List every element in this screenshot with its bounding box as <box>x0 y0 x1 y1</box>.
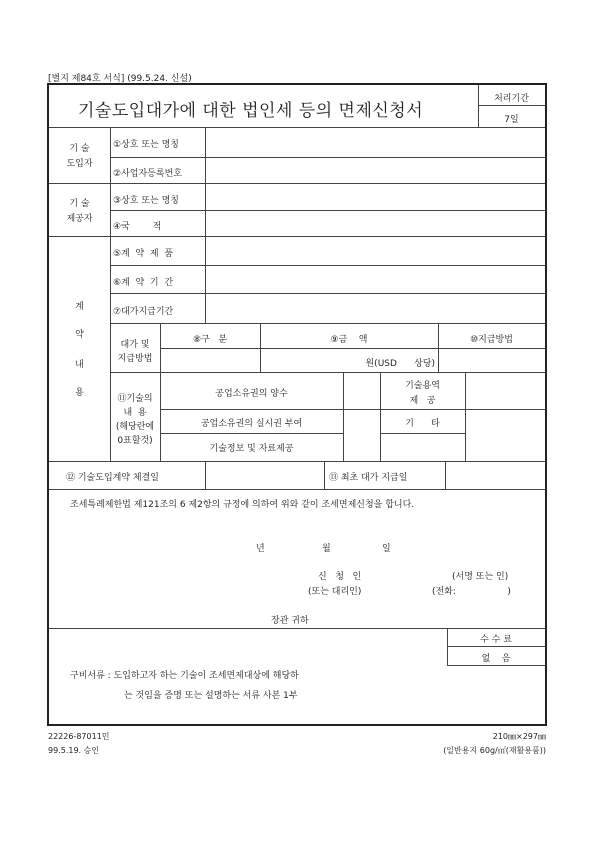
tech-provider-label-1: 기 술 <box>69 199 90 209</box>
payment-method-input[interactable] <box>439 350 544 371</box>
date-day: 일 <box>382 544 391 554</box>
divider <box>49 489 545 490</box>
attachment-line-2: 는 것임을 증명 또는 설명하는 서류 사본 1부 <box>124 691 298 701</box>
item-tech-info: 기술정보 및 자료제공 <box>209 444 294 454</box>
footer-size: 210㎜×297㎜ <box>492 732 546 741</box>
divider <box>110 372 545 373</box>
column-payment-method: ⑩지급방법 <box>470 335 513 345</box>
divider <box>160 433 343 434</box>
divider <box>110 210 545 211</box>
form-number-note: [별지 제84호 서식] (99.5.24. 신설) <box>48 74 192 84</box>
mark-other[interactable] <box>466 411 544 460</box>
amount-input[interactable] <box>261 350 437 371</box>
processing-period-value: 7일 <box>504 115 519 125</box>
contract-date-label: ⑫ 기술도입계약 체결일 <box>66 473 159 483</box>
tech-provider-label-2: 제공자 <box>66 214 93 224</box>
processing-period-label: 처리기간 <box>494 94 529 104</box>
divider <box>380 433 465 434</box>
divider <box>49 127 545 128</box>
addressee: 장관 귀하 <box>271 616 309 626</box>
attachment-line-1: 구비서류 : 도입하고자 하는 기술이 조세면제대상에 해당하 <box>70 671 299 681</box>
fee-label: 수 수 료 <box>480 635 512 645</box>
fee-value: 없 음 <box>481 654 511 664</box>
content-label-4: 0표할것) <box>117 436 153 446</box>
content-label-3: (해당란에 <box>115 422 155 432</box>
recipient-name-input[interactable] <box>206 130 544 156</box>
footer-approval: 99.5.19. 승인 <box>48 746 100 755</box>
phone-field[interactable]: (전화: ) <box>432 587 511 597</box>
mark-tech-service[interactable] <box>466 374 544 408</box>
field-label-business-reg-no: ②사업자등록번호 <box>113 169 182 179</box>
first-payment-label: ⑬ 최초 대가 지급일 <box>329 473 408 483</box>
provider-name-input[interactable] <box>206 185 544 209</box>
contract-label-2: 약 <box>75 330 84 340</box>
divider <box>447 665 545 666</box>
divider <box>478 105 545 106</box>
tech-recipient-label-1: 기 술 <box>69 144 90 154</box>
divider <box>324 461 325 489</box>
divider <box>110 323 545 324</box>
mark-ip-license[interactable] <box>344 411 379 432</box>
field-label-nationality: ④국 적 <box>113 222 162 232</box>
divider <box>49 628 545 629</box>
item-tech-service-2: 제 공 <box>409 396 436 406</box>
nationality-input[interactable] <box>206 212 544 235</box>
mark-tech-info[interactable] <box>344 435 379 460</box>
item-ip-license: 공업소유권의 실시권 부여 <box>200 419 303 429</box>
tech-recipient-label-2: 도입자 <box>66 159 93 169</box>
mark-ip-transfer[interactable] <box>344 374 379 408</box>
divider <box>110 157 545 158</box>
item-other: 기 타 <box>405 419 440 429</box>
footer-code: 22226-87011민 <box>48 732 110 741</box>
divider <box>447 646 545 647</box>
date-year: 년 <box>256 544 265 554</box>
item-ip-transfer: 공업소유권의 양수 <box>215 389 288 399</box>
divider <box>110 293 545 294</box>
column-amount: ⑨금 액 <box>330 335 368 345</box>
contract-period-input[interactable] <box>206 267 544 292</box>
item-tech-service-1: 기술용역 <box>405 381 440 391</box>
applicant-label: 신 청 인 <box>318 572 362 582</box>
field-label-period: ⑥계 약 기 간 <box>113 278 174 288</box>
contract-label-3: 내 <box>75 360 84 370</box>
field-label-payment-period: ⑦대가지급기간 <box>113 307 174 317</box>
signature-note[interactable]: (서명 또는 인) <box>452 572 509 582</box>
divider <box>160 409 545 410</box>
price-label-2: 지급방법 <box>117 354 153 364</box>
content-label-1: ⑪기술의 <box>117 394 153 404</box>
page-title: 기술도입대가에 대한 법인세 등의 면제신청서 <box>78 101 424 121</box>
amount-unit: 원(USD 상당) <box>365 359 435 369</box>
divider <box>160 348 545 349</box>
date-month: 월 <box>322 544 331 554</box>
field-label-provider-name: ③상호 또는 명칭 <box>113 196 179 206</box>
column-kind: ⑧구 분 <box>192 335 228 345</box>
application-statement: 조세특례제한법 제121조의 6 제2항의 규정에 의하여 위와 같이 조세면제신청을 합니다. <box>70 500 415 510</box>
business-reg-no-input[interactable] <box>206 159 544 182</box>
footer-paper: (일반용지 60g/㎡(재활용품)) <box>443 746 546 755</box>
first-payment-input[interactable] <box>446 463 544 488</box>
field-label-product: ⑤계 약 제 품 <box>113 249 174 259</box>
divider <box>110 265 545 266</box>
content-label-2: 내 용 <box>123 408 147 418</box>
divider <box>49 236 545 237</box>
contract-product-input[interactable] <box>206 238 544 264</box>
divider <box>49 461 545 462</box>
agent-note: (또는 대리인) <box>308 587 362 597</box>
divider <box>49 183 545 184</box>
contract-label-4: 용 <box>75 388 84 398</box>
payment-period-input[interactable] <box>206 295 544 322</box>
price-label-1: 대가 및 <box>120 340 150 350</box>
contract-label-1: 계 <box>75 302 84 312</box>
field-label-recipient-name: ①상호 또는 명칭 <box>113 140 179 150</box>
kind-input[interactable] <box>161 350 259 371</box>
contract-date-input[interactable] <box>206 463 323 488</box>
